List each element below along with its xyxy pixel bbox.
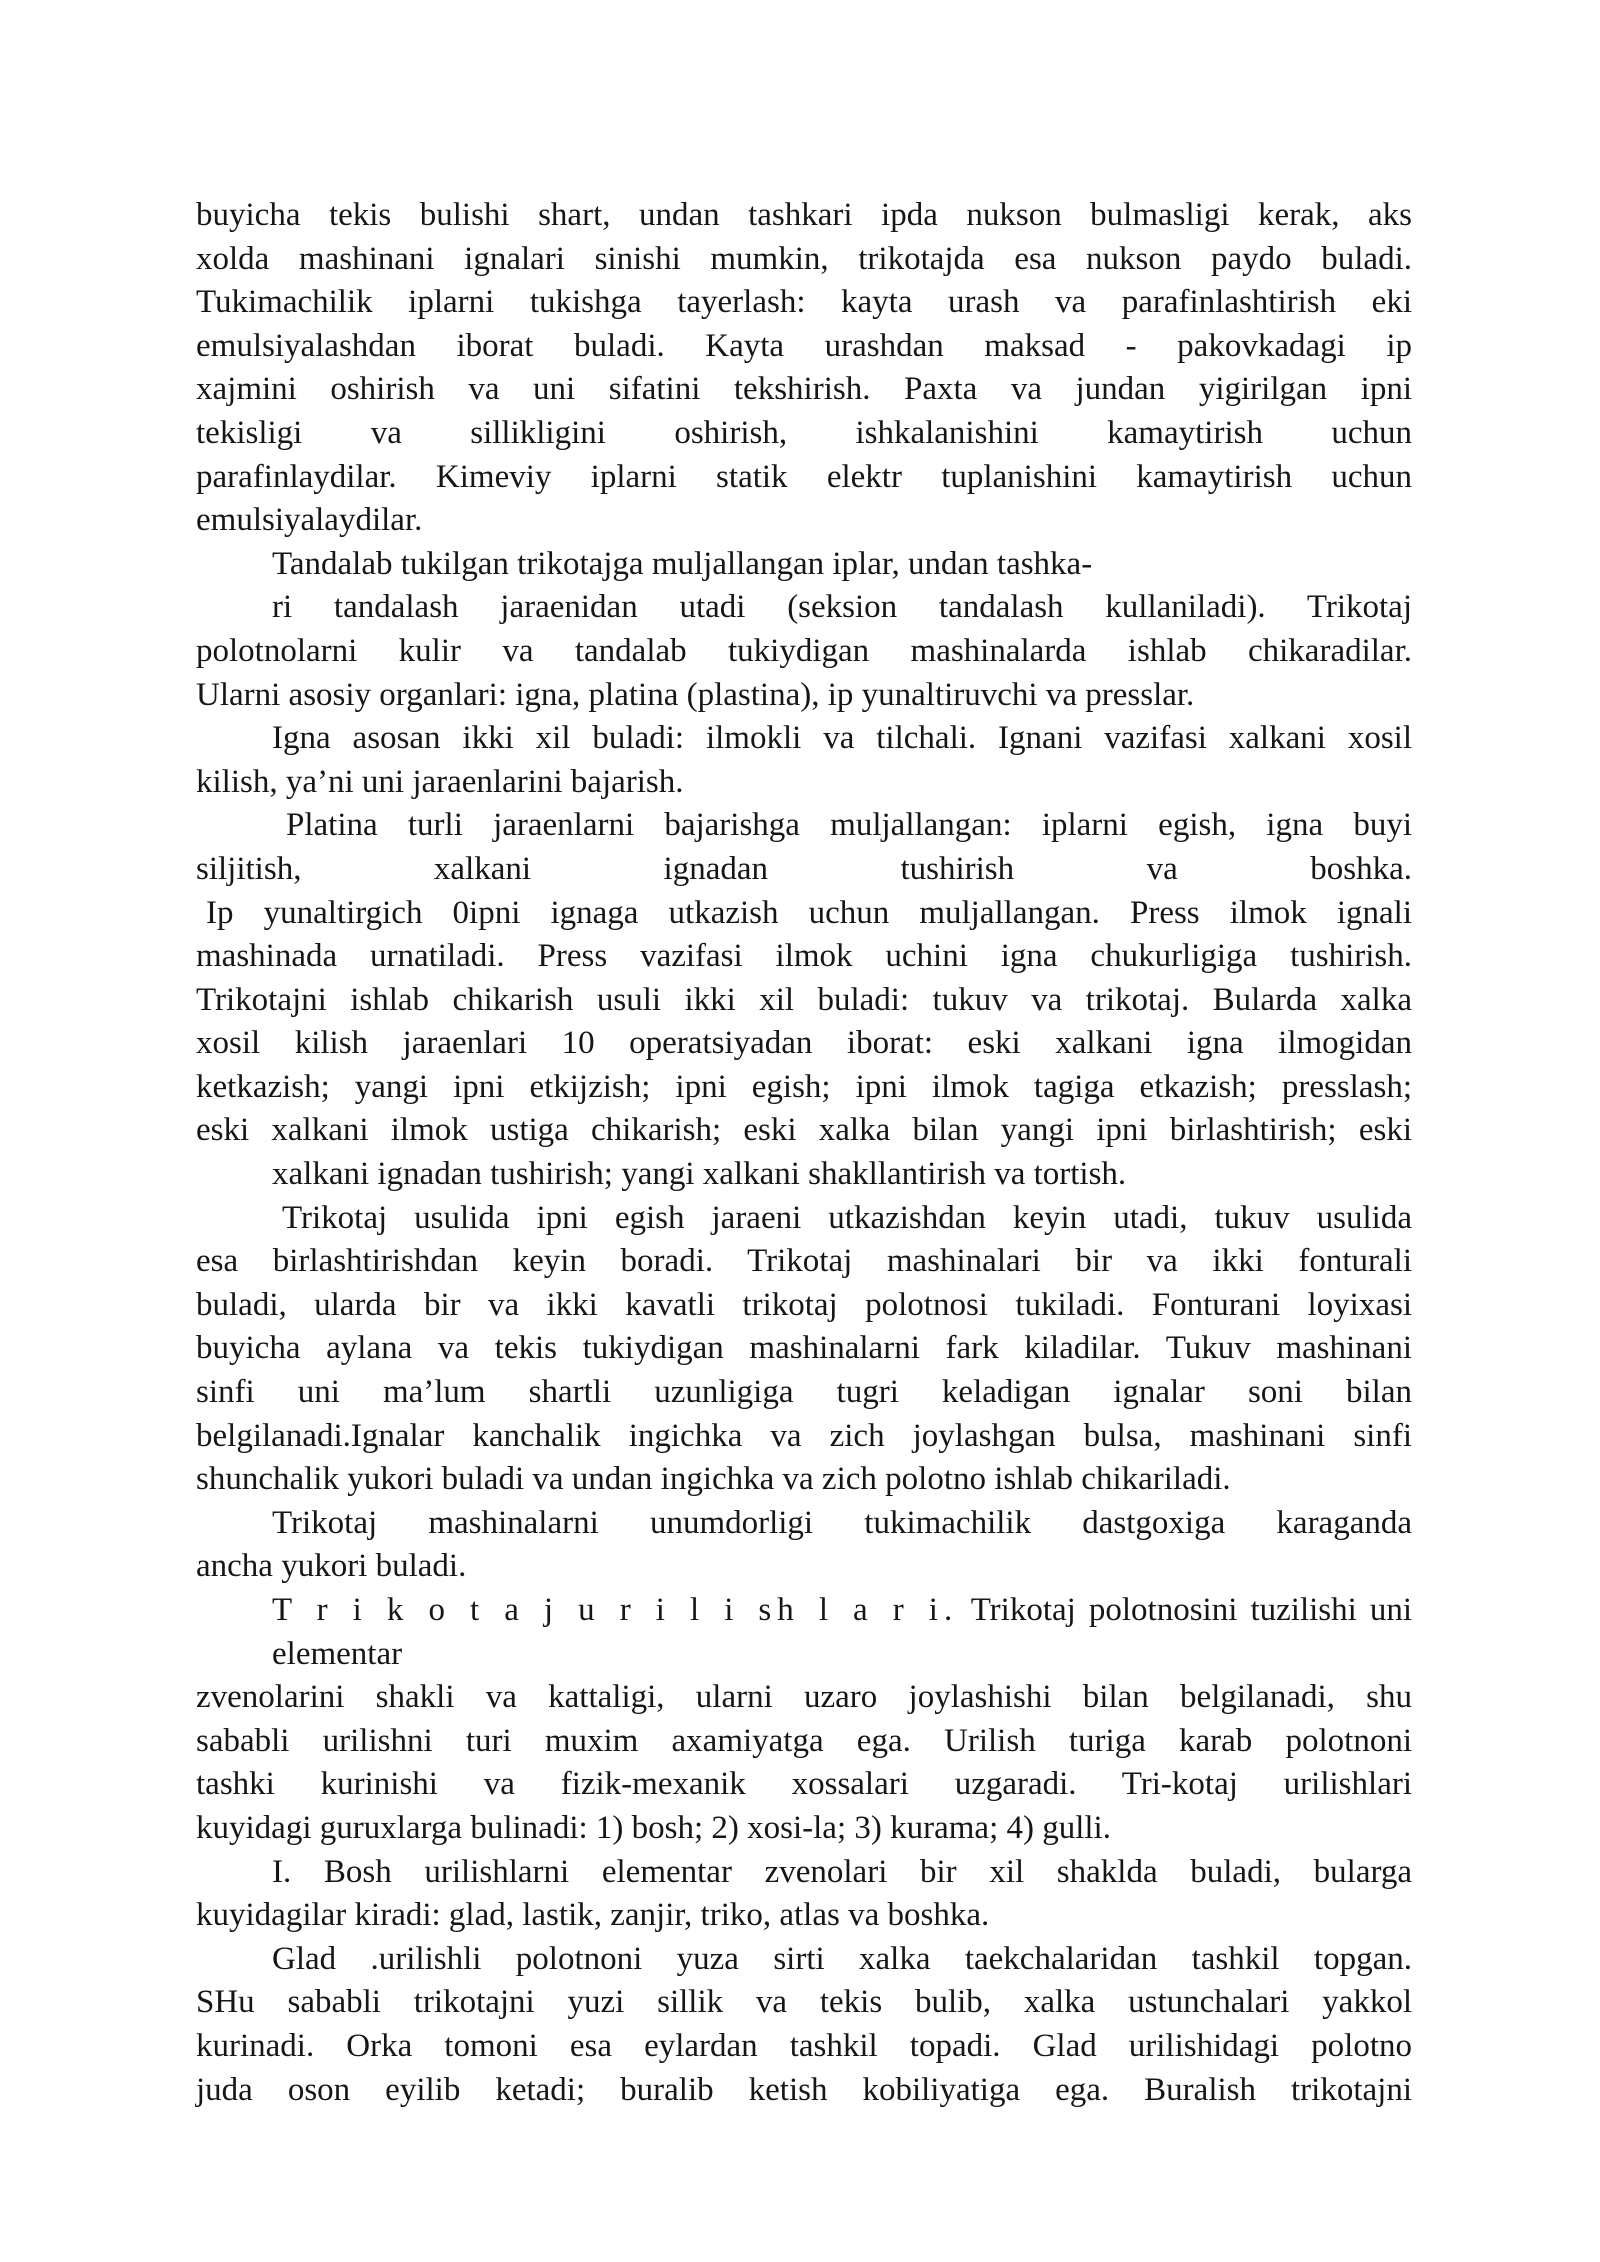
paragraph bbox=[196, 1589, 1412, 1851]
heading-line-text: Trikotaj polotnosini tuzilishi uni elementar bbox=[272, 1592, 1413, 1672]
text-line: Ip yunaltirgich 0ipni ignaga utkazish uchun muljallangan. Press ilmok ignali bbox=[206, 894, 1412, 931]
text-line: juda oson eyilib ketadi; buralib ketish kobiliyatiga ega. Buralish trikotajni bbox=[196, 2071, 1412, 2108]
text-line: Ularni asosiy organlari: igna, platina (plastina), ip yunaltiruvchi va presslar. bbox=[196, 676, 1195, 713]
text-line: sababli urilishni turi muxim axamiyatga ega. Urilish turiga karab polotnoni bbox=[196, 1722, 1412, 1759]
text-line: kilish, ya’ni uni jaraenlarini bajarish. bbox=[196, 763, 684, 800]
text-line: kuyidagilar kiradi: glad, lastik, zanjir, triko, atlas va boshka. bbox=[196, 1897, 990, 1934]
text-line: xalkani ignadan tushirish; yangi xalkani shakllantirish va tortish. bbox=[272, 1156, 1127, 1193]
text-line bbox=[196, 1589, 1412, 1676]
paragraph bbox=[196, 194, 1412, 543]
text-line: xajmini oshirish va uni sifatini tekshirish. Paxta va jundan yigirilgan ipni bbox=[196, 371, 1412, 408]
paragraph bbox=[196, 717, 1412, 804]
text-line: ketkazish; yangi ipni etkijzish; ipni egish; ipni ilmok tagiga etkazish; presslash; bbox=[196, 1068, 1412, 1105]
text-line: I. Bosh urilishlarni elementar zvenolari bir xil shaklda buladi, bularga bbox=[272, 1853, 1412, 1890]
paragraph bbox=[196, 543, 1412, 717]
text-line: ri tandalash jaraenidan utadi (seksion tandalash kullaniladi). Trikotaj bbox=[272, 589, 1412, 626]
text-line: Tukimachilik iplarni tukishga tayerlash: kayta urash va parafinlashtirish eki bbox=[196, 284, 1412, 321]
text-line: zvenolarini shakli va kattaligi, ularni uzaro joylashishi bilan belgilanadi, shu bbox=[196, 1679, 1412, 1716]
text-line: buladi, ularda bir va ikki kavatli trikotaj polotnosi tukiladi. Fonturani loyixasi bbox=[196, 1286, 1412, 1323]
text-line: emulsiyalashdan iborat buladi. Kayta urashdan maksad - pakovkadagi ip bbox=[196, 327, 1412, 364]
paragraph bbox=[196, 804, 1412, 1196]
text-line: polotnolarni kulir va tandalab tukiydigan mashinalarda ishlab chikaradilar. bbox=[196, 632, 1412, 669]
text-line: belgilanadi.Ignalar kanchalik ingichka va zich joylashgan bulsa, mashinani sinfi bbox=[196, 1417, 1412, 1454]
text-line: Tandalab tukilgan trikotajga muljallangan iplar, undan tashka- bbox=[272, 545, 1093, 582]
text-line: Trikotajni ishlab chikarish usuli ikki xil buladi: tukuv va trikotaj. Bularda xalka bbox=[196, 981, 1412, 1018]
text-line: shunchalik yukori buladi va undan ingichka va zich polotno ishlab chikariladi. bbox=[196, 1461, 1231, 1498]
text-line: sinfi uni ma’lum shartli uzunligiga tugri keladigan ignalar soni bilan bbox=[196, 1374, 1412, 1411]
document-page bbox=[196, 194, 1412, 2112]
paragraph bbox=[196, 1938, 1412, 2112]
text-line: kuyidagi guruxlarga bulinadi: 1) bosh; 2) xosi-la; 3) kurama; 4) gulli. bbox=[196, 1809, 1111, 1846]
text-line: ancha yukori buladi. bbox=[196, 1548, 467, 1585]
section-heading: T r i k o t a j u r i l i sh l a r i. bbox=[272, 1592, 959, 1628]
text-line: Igna asosan ikki xil buladi: ilmokli va tilchali. Ignani vazifasi xalkani xosil bbox=[272, 720, 1412, 757]
text-line: tashki kurinishi va fizik-mexanik xossalari uzgaradi. Tri-kotaj urilishlari bbox=[196, 1766, 1412, 1803]
text-line: SHu sababli trikotajni yuzi sillik va tekis bulib, xalka ustunchalari yakkol bbox=[196, 1984, 1412, 2021]
text-line: buyicha tekis bulishi shart, undan tashkari ipda nukson bulmasligi kerak, aks bbox=[196, 197, 1412, 233]
text-line: Platina turli jaraenlarni bajarishga muljallangan: iplarni egish, igna buyi bbox=[286, 807, 1412, 844]
text-line: Trikotaj usulida ipni egish jaraeni utkazishdan keyin utadi, tukuv usulida bbox=[282, 1199, 1412, 1236]
paragraph bbox=[196, 1851, 1412, 1938]
text-line: parafinlaydilar. Kimeviy iplarni statik elektr tuplanishini kamaytirish uchun bbox=[196, 458, 1412, 495]
text-line: buyicha aylana va tekis tukiydigan mashinalarni fark kiladilar. Tukuv mashinani bbox=[196, 1330, 1412, 1367]
paragraph bbox=[196, 1197, 1412, 1502]
text-line: Glad .urilishli polotnoni yuza sirti xalka taekchalaridan tashkil topgan. bbox=[272, 1940, 1412, 1977]
paragraph bbox=[196, 1502, 1412, 1589]
text-line: esa birlashtirishdan keyin boradi. Trikotaj mashinalari bir va ikki fonturali bbox=[196, 1243, 1412, 1280]
text-line: Trikotaj mashinalarni unumdorligi tukimachilik dastgoxiga karaganda bbox=[272, 1504, 1412, 1541]
text-line: siljitish, xalkani ignadan tushirish va boshka. bbox=[196, 850, 1412, 887]
text-line: xolda mashinani ignalari sinishi mumkin, trikotajda esa nukson paydo buladi. bbox=[196, 240, 1412, 277]
text-line: tekisligi va sillikligini oshirish, ishkalanishini kamaytirish uchun bbox=[196, 414, 1412, 451]
text-line: emulsiyalaydilar. bbox=[196, 502, 423, 539]
text-line: eski xalkani ilmok ustiga chikarish; eski xalka bilan yangi ipni birlashtirish; eski bbox=[196, 1112, 1412, 1149]
text-line: xosil kilish jaraenlari 10 operatsiyadan iborat: eski xalkani igna ilmogidan bbox=[196, 1025, 1412, 1062]
text-line: mashinada urnatiladi. Press vazifasi ilmok uchini igna chukurligiga tushirish. bbox=[196, 938, 1412, 975]
text-line: kurinadi. Orka tomoni esa eylardan tashkil topadi. Glad urilishidagi polotno bbox=[196, 2027, 1412, 2064]
